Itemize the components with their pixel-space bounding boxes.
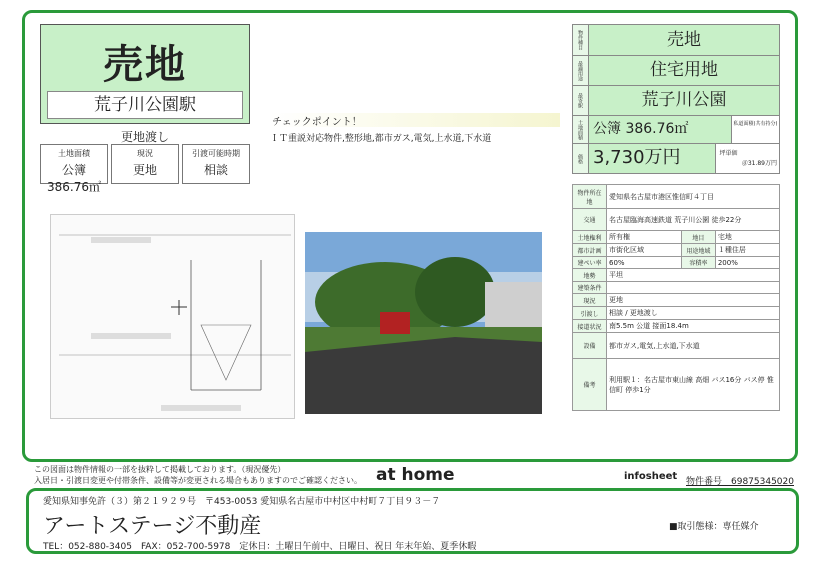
checkpoint-text: ＩＴ重説対応物件,整形地,都市ガス,電気,上水道,下水道 [270,134,492,144]
infosheet-label: infosheet [624,471,678,482]
summary-area: 土地面積 公簿 386.76㎡ 私道面積(共有持分) [572,116,780,144]
property-type-title: 売地 [103,42,187,88]
property-number: 物件番号 69875345020 [686,477,794,487]
summary-station: 最寄駅 荒子川公園 [572,86,780,116]
footnote: この図面は物件情報の一部を抜粋して掲載しております。（現況優先） 入居日・引渡日変更や付帯条件、設備等が変更される場合もありますのでご確認ください。 [34,465,362,485]
athome-logo: at home [376,465,455,485]
spec-boxes [40,144,250,194]
spec-status: 現況 更地 [111,144,179,184]
spec-handover: 引渡可能時期 相談 [182,144,250,184]
company-box [26,488,799,554]
site-plan-map [50,214,295,419]
sale-header [40,24,250,124]
checkpoint-title: チェックポイント！ [270,113,560,127]
details-table: 物件所在地 愛知県名古屋市港区惟信町４丁目 交通 名古屋臨海高速鉄道 荒子川公園 徒歩22分 土地権利 所有権 地目 宅地 都市計画 市街化区域 用途地域 １種住居 建ぺい率 60% 容積率 200% 地勢 平坦 建築条件 現況 更地 引渡し 相談 / 更地渡し 接道状況 南5.5m 公道 接面18.4m 設備 都市ガス,電気,上水道,下水道 備考 利用駅１：名古屋市東山線 高畑 バス16分 バス停 惟信町 停歩1分 [572,184,780,411]
summary-type: 物件種目 売地 [572,24,780,56]
summary-panel [572,24,780,184]
summary-use: 最適用途 住宅用地 [572,56,780,86]
station-name: 荒子川公園駅 [47,91,243,119]
handover-condition: 更地渡し [120,130,169,144]
license-address: 愛知県知事免許（３）第２１９２９号 〒453-0053 愛知県名古屋市中村区中村町７丁目９３－７ [43,497,441,507]
spec-land-area: 土地面積 公簿 386.76㎡ [40,144,108,184]
site-photo [305,232,542,414]
contact-info: TEL：052-880-3405 FAX：052-700-5978 定休日：土曜日午前中、日曜日、祝日 年末年始、夏季休暇 [43,542,477,552]
summary-price: 価格 3,730万円 坪単価 ＠31.89万円 [572,144,780,174]
transaction-type: ■取引態様：専任媒介 [669,522,759,532]
company-name: アートステージ不動産 [43,514,262,539]
